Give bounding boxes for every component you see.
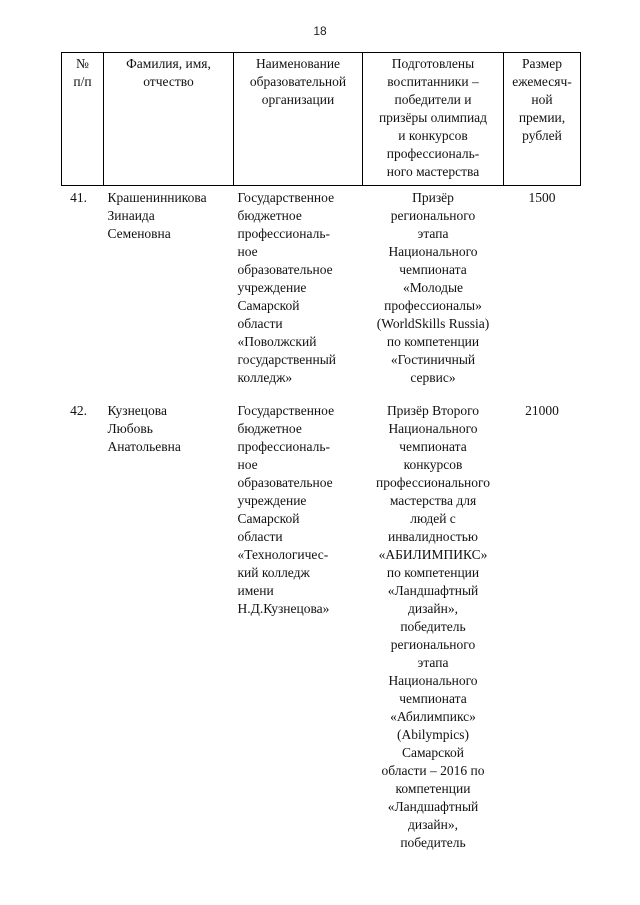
page-number: 18: [313, 24, 327, 38]
header-number: № п/п: [62, 53, 104, 186]
table-row: [62, 399, 581, 872]
row-achievements: Призёр Второго Национального чемпионата конкурсов профессионального мастерства для людей с инвалидностью «АБИЛИМПИКС» по компетенции «Ландшафтный дизайн», победитель регионального этапа Национального чемпионата «Абилимпикс» (Abilympics) Самарской области – 2016 по компетенции «Ландшафтный дизайн», победитель: [376, 403, 490, 850]
table-header-row: [62, 53, 581, 186]
row-number: 42.: [70, 403, 87, 418]
row-achievements: Призёр регионального этапа Национального чемпионата «Молодые профессионалы» (WorldSkills Russia) по компетенции «Гостиничный сервис»: [376, 190, 490, 385]
row-full-name: Кузнецова Любовь Анатольевна: [107, 403, 181, 454]
row-full-name: Крашенинникова Зинаида Семеновна: [107, 190, 207, 241]
table-row: [62, 186, 581, 400]
header-achievements: Подготовлены воспитанники – победители и призёры олимпиад и конкурсов профессиональ- ного мастерства: [363, 53, 504, 186]
header-organization: Наименование образовательной организации: [234, 53, 363, 186]
row-prize: 21000: [525, 403, 559, 418]
header-prize: Размер ежемесяч- ной премии, рублей: [504, 53, 581, 186]
row-number: 41.: [70, 190, 87, 205]
awards-table: [61, 52, 581, 872]
row-prize: 1500: [528, 190, 556, 205]
header-full-name: Фамилия, имя, отчество: [104, 53, 234, 186]
row-organization: Государственное бюджетное профессиональ- ное образовательное учреждение Самарской области «Технологичес- кий колледж имени Н.Д.Кузнецова»: [237, 403, 335, 616]
row-organization: Государственное бюджетное профессиональ- ное образовательное учреждение Самарской области «Поволжский государственный колледж»: [237, 190, 337, 385]
